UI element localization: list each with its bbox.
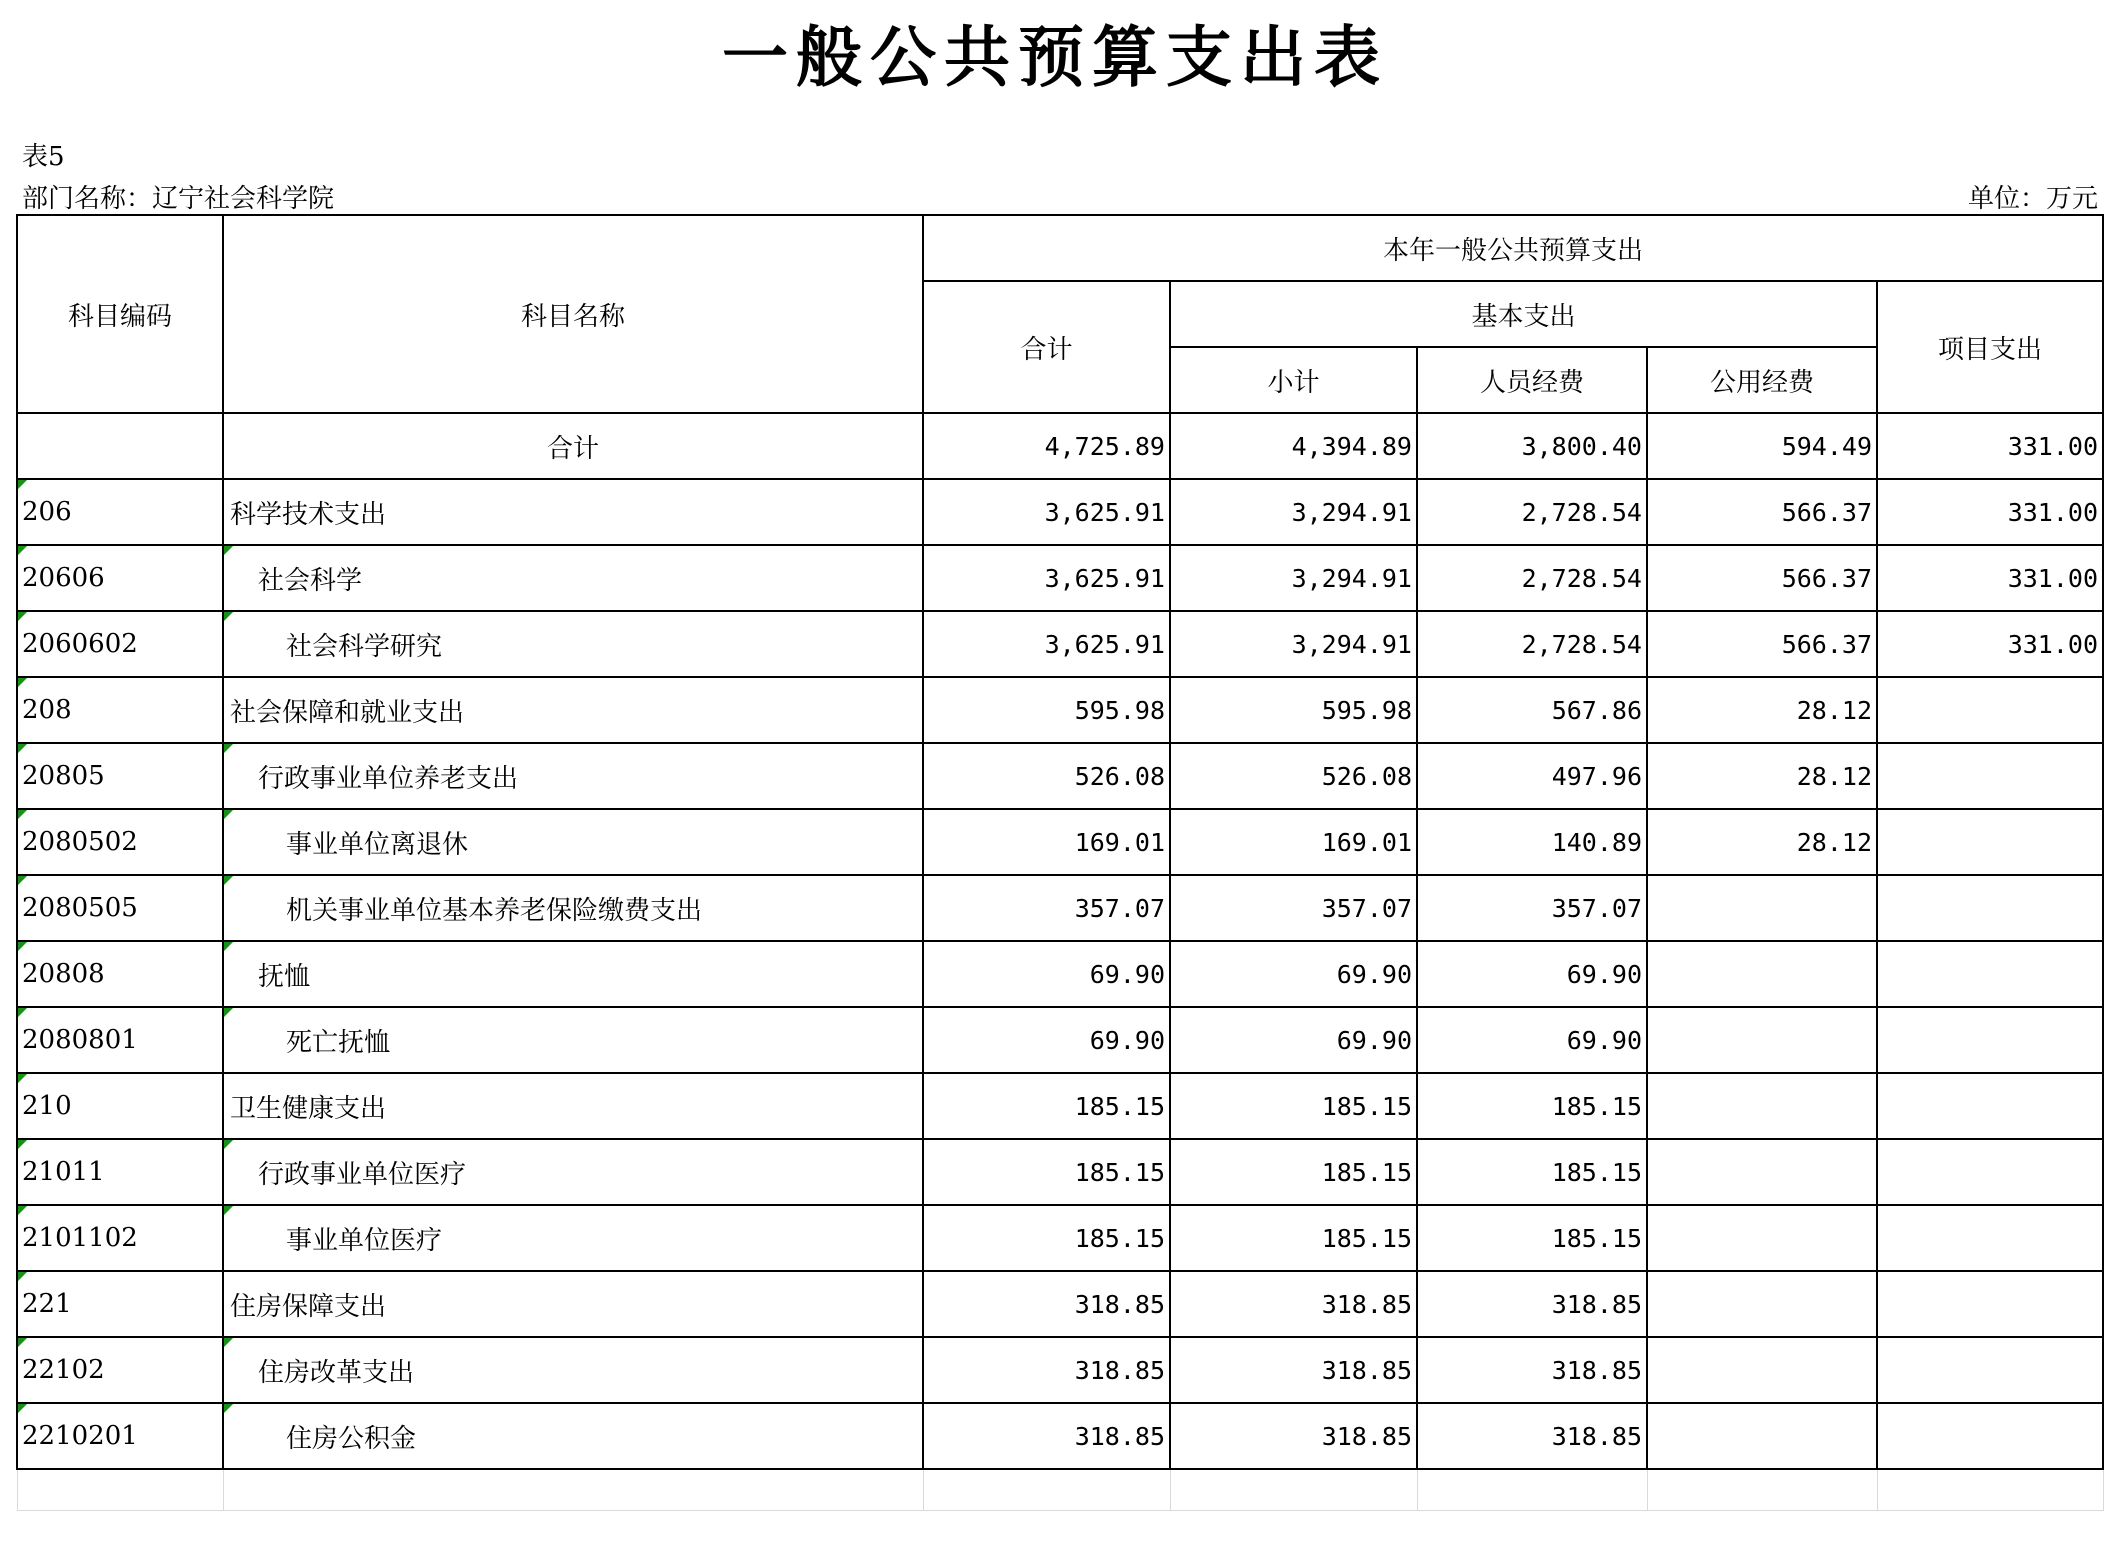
cell-project[interactable] — [1877, 1139, 2103, 1205]
blank-cell[interactable] — [223, 1469, 923, 1511]
cell-personnel[interactable]: 69.90 — [1417, 1007, 1647, 1073]
header-total: 合计 — [923, 281, 1170, 413]
cell-personnel[interactable]: 2,728.54 — [1417, 479, 1647, 545]
cell-total[interactable]: 357.07 — [923, 875, 1170, 941]
table-row — [17, 413, 2103, 479]
header-public: 公用经费 — [1647, 347, 1877, 413]
cell-personnel[interactable]: 185.15 — [1417, 1073, 1647, 1139]
cell-public[interactable] — [1647, 1271, 1877, 1337]
cell-total[interactable]: 595.98 — [923, 677, 1170, 743]
cell-subtotal[interactable]: 318.85 — [1170, 1271, 1417, 1337]
department-name: 部门名称：辽宁社会科学院 — [22, 184, 335, 214]
header-code: 科目编码 — [17, 215, 223, 413]
cell-public[interactable]: 28.12 — [1647, 677, 1877, 743]
cell-code[interactable]: 2210201 — [17, 1403, 223, 1469]
cell-total[interactable]: 169.01 — [923, 809, 1170, 875]
table-row — [17, 677, 2103, 743]
cell-project[interactable] — [1877, 809, 2103, 875]
table-row — [17, 1403, 2103, 1469]
cell-project[interactable] — [1877, 875, 2103, 941]
header-project: 项目支出 — [1877, 281, 2103, 413]
blank-cell[interactable] — [1877, 1469, 2103, 1511]
blank-cell[interactable] — [1647, 1469, 1877, 1511]
cell-code[interactable]: 206 — [17, 479, 223, 545]
cell-code[interactable]: 2060602 — [17, 611, 223, 677]
cell-project[interactable] — [1877, 1073, 2103, 1139]
cell-personnel[interactable]: 2,728.54 — [1417, 545, 1647, 611]
cell-subtotal[interactable]: 3,294.91 — [1170, 545, 1417, 611]
cell-code[interactable]: 210 — [17, 1073, 223, 1139]
cell-personnel[interactable]: 318.85 — [1417, 1271, 1647, 1337]
page-title: 一般公共预算支出表 — [722, 19, 1388, 96]
cell-code[interactable]: 20808 — [17, 941, 223, 1007]
table-row — [17, 1007, 2103, 1073]
cell-project[interactable] — [1877, 1403, 2103, 1469]
cell-public[interactable]: 566.37 — [1647, 611, 1877, 677]
cell-name[interactable]: 住房保障支出 — [223, 1271, 923, 1337]
cell-subtotal[interactable]: 595.98 — [1170, 677, 1417, 743]
cell-public[interactable]: 28.12 — [1647, 743, 1877, 809]
cell-public[interactable] — [1647, 1007, 1877, 1073]
cell-subtotal[interactable]: 357.07 — [1170, 875, 1417, 941]
table-row — [17, 611, 2103, 677]
unit-label: 单位：万元 — [1967, 184, 2098, 214]
cell-name[interactable]: 住房改革支出 — [223, 1337, 923, 1403]
cell-name[interactable]: 社会科学研究 — [223, 611, 923, 677]
cell-subtotal[interactable]: 69.90 — [1170, 941, 1417, 1007]
cell-name[interactable]: 抚恤 — [223, 941, 923, 1007]
cell-personnel[interactable]: 3,800.40 — [1417, 413, 1647, 479]
cell-subtotal[interactable]: 4,394.89 — [1170, 413, 1417, 479]
header-name: 科目名称 — [223, 215, 923, 413]
cell-subtotal[interactable]: 3,294.91 — [1170, 479, 1417, 545]
cell-total[interactable]: 185.15 — [923, 1139, 1170, 1205]
blank-cell[interactable] — [17, 1469, 223, 1511]
budget-table — [16, 214, 2104, 1511]
cell-name[interactable]: 行政事业单位医疗 — [223, 1139, 923, 1205]
cell-project[interactable] — [1877, 677, 2103, 743]
cell-total[interactable]: 526.08 — [923, 743, 1170, 809]
cell-name[interactable]: 社会科学 — [223, 545, 923, 611]
table-number: 表5 — [22, 142, 65, 172]
header-group: 本年一般公共预算支出 — [923, 215, 2103, 281]
cell-subtotal[interactable]: 185.15 — [1170, 1139, 1417, 1205]
cell-subtotal[interactable]: 3,294.91 — [1170, 611, 1417, 677]
table-row — [17, 1073, 2103, 1139]
cell-personnel[interactable]: 140.89 — [1417, 809, 1647, 875]
cell-code[interactable]: 22102 — [17, 1337, 223, 1403]
cell-subtotal[interactable]: 526.08 — [1170, 743, 1417, 809]
cell-total[interactable]: 185.15 — [923, 1205, 1170, 1271]
cell-public[interactable]: 594.49 — [1647, 413, 1877, 479]
cell-personnel[interactable]: 185.15 — [1417, 1139, 1647, 1205]
cell-public[interactable]: 566.37 — [1647, 545, 1877, 611]
cell-code[interactable]: 2080505 — [17, 875, 223, 941]
cell-personnel[interactable]: 69.90 — [1417, 941, 1647, 1007]
cell-total[interactable]: 185.15 — [923, 1073, 1170, 1139]
cell-public[interactable] — [1647, 1205, 1877, 1271]
cell-code[interactable]: 2101102 — [17, 1205, 223, 1271]
cell-code[interactable]: 21011 — [17, 1139, 223, 1205]
cell-name[interactable]: 事业单位医疗 — [223, 1205, 923, 1271]
cell-total[interactable]: 318.85 — [923, 1337, 1170, 1403]
cell-subtotal[interactable]: 69.90 — [1170, 1007, 1417, 1073]
cell-project[interactable]: 331.00 — [1877, 413, 2103, 479]
blank-cell[interactable] — [1170, 1469, 1417, 1511]
table-row — [17, 545, 2103, 611]
table-row — [17, 1337, 2103, 1403]
cell-project[interactable] — [1877, 941, 2103, 1007]
header-subtotal: 小计 — [1170, 347, 1417, 413]
cell-public[interactable] — [1647, 1403, 1877, 1469]
cell-code[interactable]: 20805 — [17, 743, 223, 809]
cell-public[interactable] — [1647, 941, 1877, 1007]
table-row — [17, 1205, 2103, 1271]
cell-public[interactable]: 566.37 — [1647, 479, 1877, 545]
cell-total[interactable]: 69.90 — [923, 1007, 1170, 1073]
blank-cell[interactable] — [923, 1469, 1170, 1511]
cell-public[interactable] — [1647, 1073, 1877, 1139]
cell-code[interactable]: 20606 — [17, 545, 223, 611]
cell-public[interactable]: 28.12 — [1647, 809, 1877, 875]
table-row — [17, 479, 2103, 545]
cell-personnel[interactable]: 2,728.54 — [1417, 611, 1647, 677]
cell-name[interactable]: 科学技术支出 — [223, 479, 923, 545]
cell-personnel[interactable]: 497.96 — [1417, 743, 1647, 809]
header-personnel: 人员经费 — [1417, 347, 1647, 413]
cell-name[interactable]: 卫生健康支出 — [223, 1073, 923, 1139]
table-row — [17, 809, 2103, 875]
blank-row — [17, 1469, 2103, 1511]
cell-name[interactable]: 社会保障和就业支出 — [223, 677, 923, 743]
cell-code[interactable] — [17, 413, 223, 479]
cell-project[interactable] — [1877, 1007, 2103, 1073]
cell-name[interactable]: 事业单位离退休 — [223, 809, 923, 875]
cell-code[interactable]: 221 — [17, 1271, 223, 1337]
table-row — [17, 941, 2103, 1007]
cell-project[interactable] — [1877, 1337, 2103, 1403]
cell-total[interactable]: 318.85 — [923, 1271, 1170, 1337]
cell-name[interactable]: 机关事业单位基本养老保险缴费支出 — [223, 875, 923, 941]
cell-project[interactable]: 331.00 — [1877, 479, 2103, 545]
cell-total[interactable]: 3,625.91 — [923, 479, 1170, 545]
cell-subtotal[interactable]: 318.85 — [1170, 1337, 1417, 1403]
cell-personnel[interactable]: 318.85 — [1417, 1337, 1647, 1403]
cell-public[interactable] — [1647, 1139, 1877, 1205]
cell-project[interactable]: 331.00 — [1877, 611, 2103, 677]
cell-total[interactable]: 69.90 — [923, 941, 1170, 1007]
cell-personnel[interactable]: 357.07 — [1417, 875, 1647, 941]
header-basic: 基本支出 — [1170, 281, 1877, 347]
table-row — [17, 743, 2103, 809]
cell-personnel[interactable]: 318.85 — [1417, 1403, 1647, 1469]
cell-subtotal[interactable]: 318.85 — [1170, 1403, 1417, 1469]
cell-name[interactable]: 合计 — [223, 413, 923, 479]
cell-name[interactable]: 行政事业单位养老支出 — [223, 743, 923, 809]
table-row — [17, 1271, 2103, 1337]
cell-code[interactable]: 2080502 — [17, 809, 223, 875]
cell-total[interactable]: 3,625.91 — [923, 611, 1170, 677]
cell-public[interactable] — [1647, 875, 1877, 941]
cell-name[interactable]: 死亡抚恤 — [223, 1007, 923, 1073]
cell-subtotal[interactable]: 185.15 — [1170, 1205, 1417, 1271]
cell-project[interactable]: 331.00 — [1877, 545, 2103, 611]
cell-total[interactable]: 4,725.89 — [923, 413, 1170, 479]
cell-code[interactable]: 208 — [17, 677, 223, 743]
cell-subtotal[interactable]: 185.15 — [1170, 1073, 1417, 1139]
cell-name[interactable]: 住房公积金 — [223, 1403, 923, 1469]
cell-personnel[interactable]: 185.15 — [1417, 1205, 1647, 1271]
cell-personnel[interactable]: 567.86 — [1417, 677, 1647, 743]
cell-subtotal[interactable]: 169.01 — [1170, 809, 1417, 875]
table-body — [17, 413, 2103, 1511]
cell-project[interactable] — [1877, 743, 2103, 809]
blank-cell[interactable] — [1417, 1469, 1647, 1511]
cell-project[interactable] — [1877, 1205, 2103, 1271]
cell-public[interactable] — [1647, 1337, 1877, 1403]
cell-total[interactable]: 318.85 — [923, 1403, 1170, 1469]
table-row — [17, 1139, 2103, 1205]
table-row — [17, 875, 2103, 941]
cell-total[interactable]: 3,625.91 — [923, 545, 1170, 611]
cell-project[interactable] — [1877, 1271, 2103, 1337]
cell-code[interactable]: 2080801 — [17, 1007, 223, 1073]
